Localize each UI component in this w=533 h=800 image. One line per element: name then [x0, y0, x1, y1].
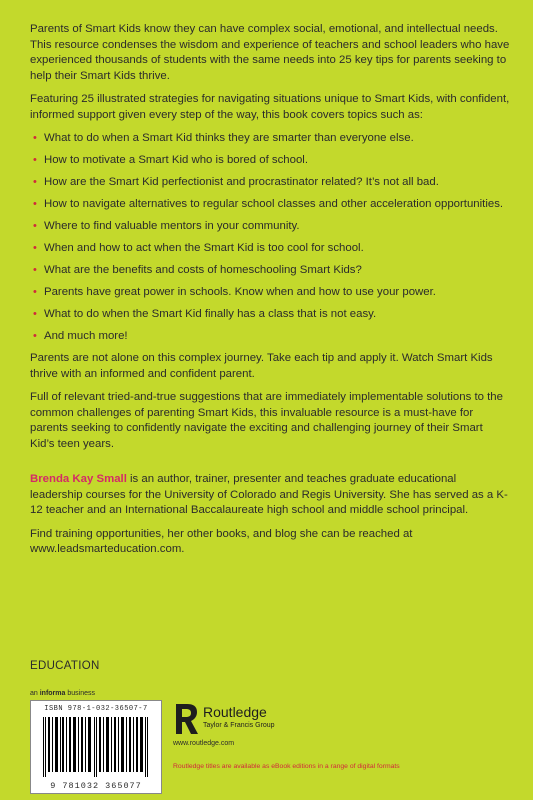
- publisher-url: www.routledge.com: [173, 740, 235, 747]
- list-item: • How are the Smart Kid perfectionist and procrastinator related? It’s not all bad.: [33, 176, 439, 188]
- isbn-label: ISBN 978-1-032-36507-7: [44, 705, 148, 713]
- bullet-icon: •: [33, 154, 37, 166]
- journey-paragraph: Parents are not alone on this complex journey. Take each tip and apply it. Watch Smart Kids thrive with an informed and confident parent.: [30, 352, 493, 380]
- bullet-icon: •: [33, 198, 37, 210]
- featuring-paragraph: Featuring 25 illustrated strategies for navigating situations unique to Smart Kids, with confident, informed support given every step of the way, this book covers topics such as:: [30, 93, 510, 121]
- training-paragraph: Find training opportunities, her other books, and blog she can be reached at www.leadsmarteducation.com.: [30, 527, 413, 555]
- list-item: • How to motivate a Smart Kid who is bored of school.: [33, 154, 309, 166]
- ebook-note: Routledge titles are available as eBook editions in a range of digital formats: [173, 763, 400, 770]
- bullet-icon: •: [33, 286, 37, 298]
- intro-paragraph: Parents of Smart Kids know they can have complex social, emotional, and intellectual needs. This resource condenses the wisdom and experience of teachers and school leaders who have experienced thousands of students with the same needs into 25 key tips for parents seeking to help their Smart Kids thrive.: [30, 23, 510, 82]
- list-item: • What to do when the Smart Kid finally has a class that is not easy.: [33, 308, 377, 320]
- list-item: • What to do when a Smart Kid thinks they are smarter than everyone else.: [33, 132, 414, 144]
- barcode-digits: 9 781032 365077: [50, 781, 142, 791]
- barcode-bars-icon: [43, 717, 149, 777]
- topic-list: [30, 131, 510, 344]
- author-bio-text: is an author, trainer, presenter and teaches graduate educational leadership courses for the University of Colorado and Regis University. She has served as a K-12 teacher and an International Baccalaureate high school and middle school principal.: [30, 473, 508, 516]
- list-item: • Where to find valuable mentors in your community.: [33, 220, 300, 232]
- author-name: Brenda Kay Small: [30, 473, 127, 485]
- publisher-name: Routledge: [203, 704, 267, 720]
- list-item: • What are the benefits and costs of homeschooling Smart Kids?: [33, 264, 362, 276]
- list-item: • And much more!: [33, 330, 128, 342]
- bullet-icon: •: [33, 330, 37, 342]
- isbn-barcode: [30, 700, 162, 794]
- bullet-icon: •: [33, 242, 37, 254]
- category-label: EDUCATION: [30, 660, 100, 672]
- bullet-icon: •: [33, 176, 37, 188]
- bullet-icon: •: [33, 132, 37, 144]
- list-item: • When and how to act when the Smart Kid is too cool for school.: [33, 242, 364, 254]
- informa-business-label: an informa business: [30, 690, 95, 697]
- summary-paragraph: Full of relevant tried-and-true suggestions that are immediately implementable solutions to the common challenges of parenting Smart Kids, this invaluable resource is a must-have for parents seeking to confidently navigate the exciting and challenging journey of their Smart Kid’s teen years.: [30, 391, 503, 450]
- publisher-group: Taylor & Francis Group: [203, 722, 275, 729]
- bullet-icon: •: [33, 220, 37, 232]
- routledge-r-logo-icon: [173, 702, 199, 736]
- author-bio: [30, 472, 510, 519]
- list-item: • How to navigate alternatives to regular school classes and other acceleration opportunities.: [33, 198, 504, 210]
- list-item: • Parents have great power in schools. Know when and how to use your power.: [33, 286, 436, 298]
- bullet-icon: •: [33, 308, 37, 320]
- back-cover-text: [30, 22, 510, 566]
- bullet-icon: •: [33, 264, 37, 276]
